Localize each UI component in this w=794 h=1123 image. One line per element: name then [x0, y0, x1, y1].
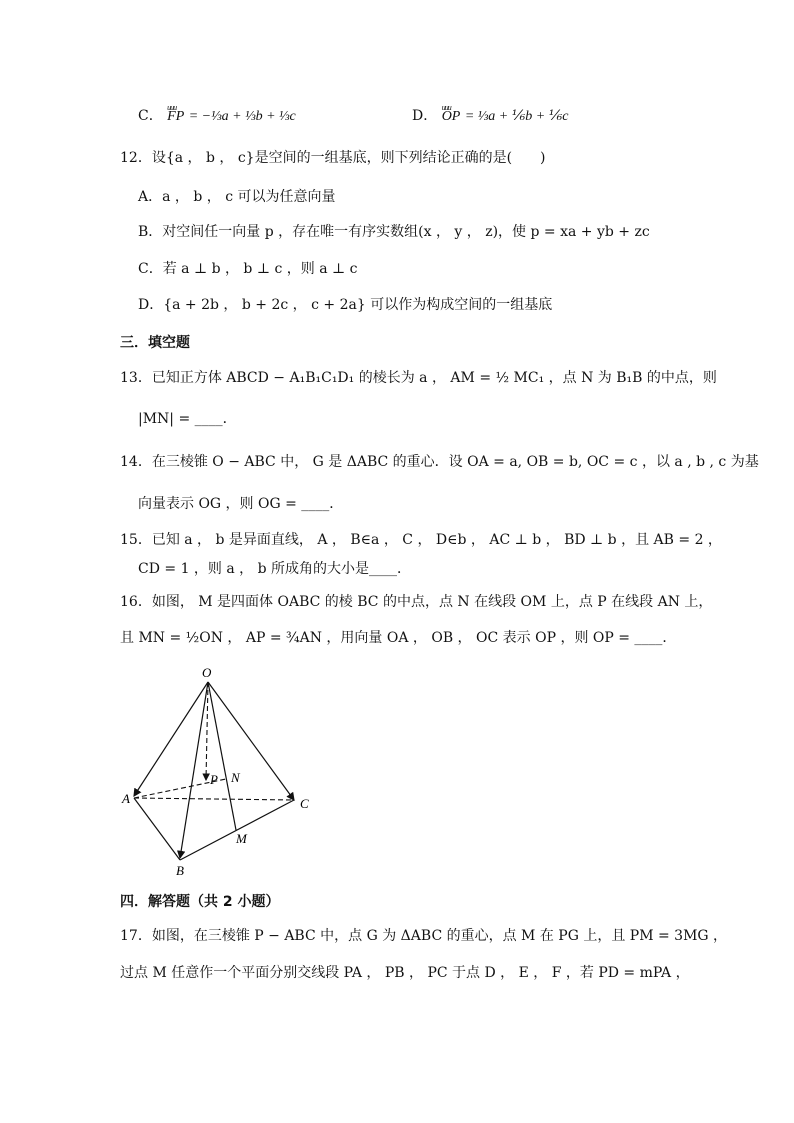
label-c: C — [300, 796, 309, 811]
q11-d-lhs: uuu OP — [442, 107, 461, 127]
q11-option-d — [412, 106, 569, 127]
q11-c-lhs: uuu FP — [167, 107, 184, 127]
segment-om — [208, 682, 236, 830]
q17-line2: 过点 M 任意作一个平面分别交线段 PA ， PB ， PC 于点 D ， E ， F ，若 PD = mPA ， — [120, 965, 690, 981]
q15-line2: CD = 1 ，则 a ， b 所成角的大小是____． — [138, 561, 412, 577]
q14-line1: 14．在三棱锥 O − ABC 中， G 是 ΔABC 的重心．设 OA = a, OB = b, OC = c ，以 a , b , c 为基 — [120, 454, 759, 470]
q12-option-c: C．若 a ⊥ b ， b ⊥ c ，则 a ⊥ c — [138, 261, 358, 277]
edge-ac-dashed — [134, 798, 294, 800]
q13-line2: |MN| = ____． — [138, 411, 237, 427]
q15-line1: 15．已知 a ， b 是异面直线， A ， B∈a ， C ， D∈b ， AC ⊥ b ， BD ⊥ b ，且 AB = 2 ， — [120, 532, 722, 548]
edge-oa — [134, 682, 208, 796]
label-b: B — [176, 863, 184, 878]
edge-bc — [180, 800, 294, 860]
q12-option-b: B．对空间任一向量 p ，存在唯一有序实数组(x ， y ， z)，使 p = xa + yb + zc — [138, 224, 650, 240]
edge-ob — [180, 682, 208, 858]
q11-option-c — [138, 106, 296, 127]
label-n: N — [231, 770, 240, 785]
label-p: P — [210, 772, 218, 787]
q16-line1: 16．如图， M 是四面体 OABC 的棱 BC 的中点，点 N 在线段 OM 上，点 P 在线段 AN 上， — [120, 594, 713, 610]
label-o: O — [202, 665, 212, 680]
q13-line1: 13．已知正方体 ABCD − A₁B₁C₁D₁ 的棱长为 a ， AM = ½ MC₁ ，点 N 为 B₁B 的中点，则 — [120, 370, 717, 386]
edge-oc — [208, 682, 294, 800]
tetrahedron-figure — [118, 662, 328, 880]
q12-option-a: A．a ， b ， c 可以为任意向量 — [138, 189, 336, 205]
q16-line2: 且 MN = ½ON ， AP = ¾AN ，用向量 OA ， OB ， OC 表示 OP ，则 OP = ____． — [120, 630, 677, 646]
edge-ab — [134, 798, 180, 860]
q11-d-label: D． — [412, 108, 438, 124]
q11-c-label: C． — [138, 108, 163, 124]
q11-c-rhs: = −⅓a + ⅓b + ⅓c — [188, 109, 296, 124]
section-solve-heading: 四．解答题（共 2 小题） — [120, 894, 280, 910]
q14-line2: 向量表示 OG ，则 OG = ____． — [138, 496, 344, 512]
q12-stem: 12．设{a ， b ， c}是空间的一组基底，则下列结论正确的是( ) — [120, 150, 546, 166]
q12-option-d: D．{a + 2b ， b + 2c ， c + 2a} 可以作为构成空间的一组基底 — [138, 297, 553, 313]
vector-op-dashed — [206, 682, 208, 780]
q17-line1: 17．如图，在三棱锥 P − ABC 中，点 G 为 ΔABC 的重心，点 M 在 PG 上，且 PM = 3MG ， — [120, 928, 728, 944]
label-m: M — [236, 831, 247, 846]
label-a: A — [122, 791, 130, 806]
q11-d-rhs: = ⅓a + ⅙b + ⅙c — [464, 109, 569, 124]
section-fill-in-heading: 三．填空题 — [120, 335, 190, 351]
